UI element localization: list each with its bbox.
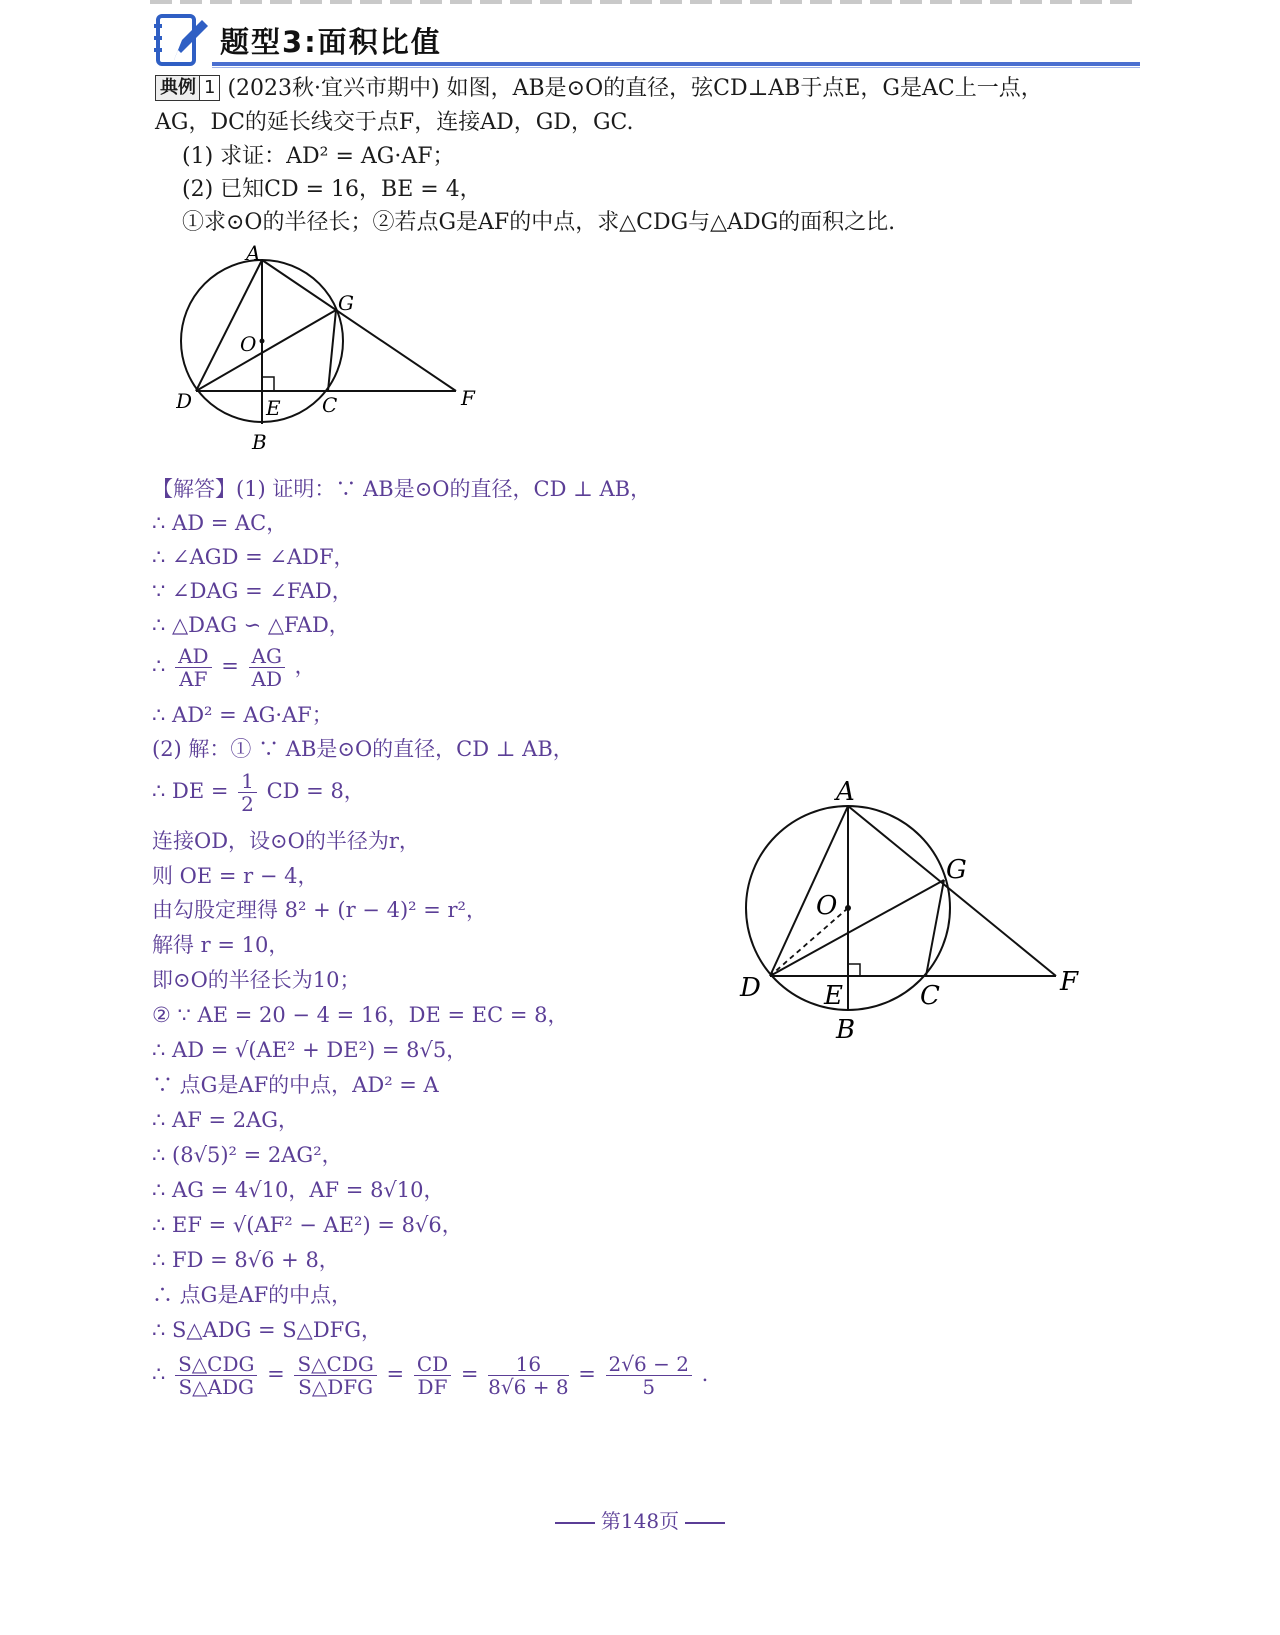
solution-line-3: ∴ ∠AGD = ∠ADF， xyxy=(152,545,355,569)
solution-line-14: 即⊙O的半径长为10； xyxy=(152,968,361,992)
label-c: C xyxy=(322,393,338,417)
top-dashed-rule xyxy=(150,0,1140,4)
solution-line-15: ② ∵ AE = 20 − 4 = 16，DE = EC = 8， xyxy=(152,1003,569,1027)
label-a-large: A xyxy=(836,778,855,807)
question-line-1 xyxy=(155,72,1043,106)
question-line-2: AG，DC的延长线交于点F，连接AD，GD，GC. xyxy=(155,110,634,135)
segment-gc xyxy=(328,310,336,391)
solution-line-9: ∴ DE = $\frac{1}{2}$ CD = 8， xyxy=(152,769,365,816)
solution-line-8: (2) 解：① ∵ AB是⊙O的直径，CD ⊥ AB， xyxy=(152,737,574,761)
right-angle-mark-large xyxy=(848,964,860,976)
label-o-large: O xyxy=(816,891,838,921)
fraction-ad-af: $\frac{AD}{AF}$ xyxy=(175,645,211,690)
fraction-one-half: $\frac{1}{2}$ xyxy=(238,770,257,815)
label-a: A xyxy=(246,244,261,265)
solution-line-22: ∴ FD = 8√6 + 8， xyxy=(152,1248,340,1272)
example-number: 1 xyxy=(199,75,220,101)
label-e: E xyxy=(266,396,281,420)
solution-line-6: ∴ $\frac{AD}{AF}$ = $\frac{AG}{AD}$ ， xyxy=(152,644,316,691)
solution-line-21: ∴ EF = √(AF² − AE²) = 8√6， xyxy=(152,1213,463,1237)
fraction-s-cdg-s-adg: $\frac{\text{S△CDG}}{\text{S△ADG}}$ xyxy=(175,1353,257,1398)
solution-line-25: ∴ $\frac{\text{S△CDG}}{\text{S△ADG}}$ = $\frac{\text{S△CDG}}{\text{S△DFG}}$ = $\frac{CD}{DF}$ = $\frac{16}{8√6 + 8}$ = $\frac{2√6 - 2}{5}$ . xyxy=(152,1352,709,1399)
question-part-2: (2) 已知CD = 16，BE = 4， xyxy=(182,177,482,202)
header-rule-thin xyxy=(212,67,1140,68)
fraction-s-cdg-s-dfg: $\frac{\text{S△CDG}}{\text{S△DFG}}$ xyxy=(294,1353,376,1398)
center-point-large xyxy=(845,905,851,911)
fraction-ag-ad: $\frac{AG}{AD}$ xyxy=(249,645,285,690)
page-footer xyxy=(0,1505,1280,1534)
solution-line-16: ∴ AD = √(AE² + DE²) = 8√5， xyxy=(152,1038,468,1062)
example-badge: 典例 xyxy=(155,75,201,101)
solution-line-23: ∴ 点G是AF的中点， xyxy=(152,1283,353,1307)
solution-line-1: 【解答】(1) 证明：∵ AB是⊙O的直径，CD ⊥ AB， xyxy=(152,477,652,501)
solution-line-17: ∵ 点G是AF的中点，AD² = A xyxy=(152,1073,439,1097)
fraction-result: $\frac{2√6 - 2}{5}$ xyxy=(606,1353,692,1398)
segment-dg-large xyxy=(770,880,944,976)
center-point xyxy=(260,339,265,344)
solution-line-10: 连接OD，设⊙O的半径为r， xyxy=(152,829,420,853)
label-c-large: C xyxy=(920,981,940,1011)
section-header xyxy=(150,6,1140,66)
label-b-large: B xyxy=(836,1015,856,1045)
solution-line-5: ∴ △DAG ∽ △FAD， xyxy=(152,613,350,637)
question-part-2-sub: ①求⊙O的半径长；②若点G是AF的中点，求△CDG与△ADG的面积之比. xyxy=(182,210,896,235)
geometry-figure-large xyxy=(732,778,1092,1046)
footer-dash-left xyxy=(555,1522,595,1524)
solution-line-7: ∴ AD² = AG·AF； xyxy=(152,703,333,727)
geometry-figure-small xyxy=(176,244,496,466)
solution-line-18: ∴ AF = 2AG， xyxy=(152,1108,300,1132)
segment-af-large xyxy=(848,806,1056,976)
label-b: B xyxy=(252,430,267,454)
solution-line-4: ∵ ∠DAG = ∠FAD， xyxy=(152,579,353,603)
label-o: O xyxy=(240,332,257,356)
segment-af xyxy=(262,260,456,391)
section-title: 题型3:面积比值 xyxy=(220,25,442,59)
label-g: G xyxy=(338,291,354,315)
label-f: F xyxy=(461,386,475,410)
solution-line-24: ∴ S△ADG = S△DFG， xyxy=(152,1318,383,1342)
solution-line-11: 则 OE = r − 4， xyxy=(152,864,319,888)
footer-dash-right xyxy=(685,1522,725,1524)
header-rule xyxy=(212,62,1140,66)
label-d-large: D xyxy=(740,973,761,1003)
label-g-large: G xyxy=(946,855,967,885)
notebook-pencil-icon xyxy=(152,10,208,70)
label-d: D xyxy=(176,389,193,413)
label-f-large: F xyxy=(1060,967,1079,997)
question-text-1: (2023秋·宜兴市期中) 如图，AB是⊙O的直径，弦CD⊥AB于点E，G是AC上一点， xyxy=(227,76,1043,101)
solution-line-12: 由勾股定理得 8² + (r − 4)² = r²， xyxy=(152,898,487,922)
fraction-16: $\frac{16}{8√6 + 8}$ xyxy=(488,1352,569,1399)
question-part-1: (1) 求证：AD² = AG·AF； xyxy=(182,144,455,169)
page-number: 第148页 xyxy=(600,1509,680,1533)
solution-line-19: ∴ (8√5)² = 2AG²， xyxy=(152,1143,343,1167)
fraction-cd-df: $\frac{CD}{DF}$ xyxy=(414,1353,451,1398)
label-e-large: E xyxy=(824,981,843,1011)
solution-line-20: ∴ AG = 4√10，AF = 8√10， xyxy=(152,1178,445,1202)
solution-line-13: 解得 r = 10， xyxy=(152,933,290,957)
solution-line-2: ∴ AD = AC， xyxy=(152,511,288,535)
right-angle-mark xyxy=(262,377,274,391)
